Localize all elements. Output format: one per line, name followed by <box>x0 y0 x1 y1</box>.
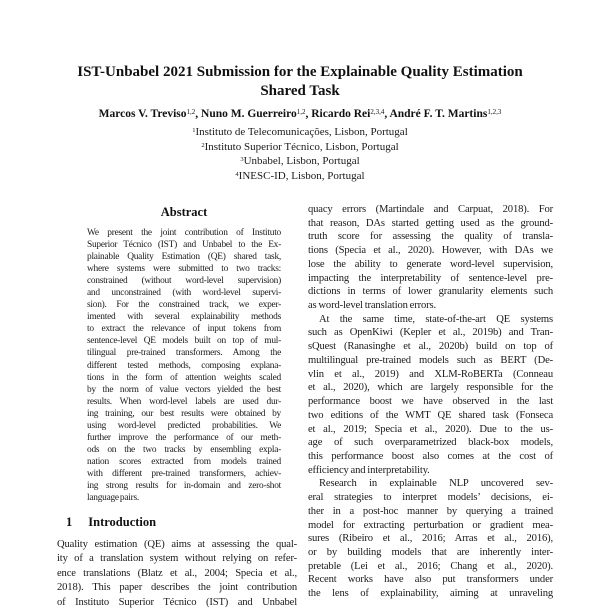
left-column <box>57 203 297 610</box>
body-line: sures (Ribeiro et al., 2016; Arras et al., 2016), <box>308 533 553 545</box>
body-line: as word-level translation errors. <box>308 300 436 312</box>
affiliation-line: $^1$Instituto de Telecomunicações, Lisbon, Portugal <box>192 126 408 138</box>
paper-title-line-2: Shared Task <box>260 82 340 99</box>
abstract-line: We present the joint contribution of Instituto <box>87 228 281 238</box>
body-line: tions (Specia et al., 2020). However, with DAs we <box>308 245 553 257</box>
introduction-line: ity of a translation system without relying on refer- <box>57 553 297 565</box>
body-line: impacting the interpretability of sentence-level pre- <box>308 272 553 284</box>
body-line: model for extracting perturbation or gradient mea- <box>308 519 553 531</box>
abstract-line: plainable Quality Estimation (QE) shared task, <box>87 252 281 263</box>
author-affiliation-superscript: 1,2 <box>296 107 306 116</box>
abstract-line: by the norm of value vectors yielded the best <box>87 384 281 395</box>
abstract-line: language pairs. <box>87 493 139 504</box>
abstract-line: imented with several explainability methods <box>87 312 281 323</box>
body-line: Recent works have also put transformers under <box>308 574 553 586</box>
abstract-line: with different pre-trained transformers, achiev- <box>87 468 281 479</box>
body-line: performance boost we have observed in the last <box>308 396 553 408</box>
author-affiliation-superscript: 1,2 <box>186 107 196 116</box>
abstract-line: tilingual pre-trained transformers. Among the <box>87 348 281 359</box>
abstract-line: and unconstrained (with word-level supervi- <box>87 288 281 299</box>
abstract-line: sentence-level QE models built on top of mul- <box>87 336 281 347</box>
author-name: Nuno M. Guerreiro$^{1,2}$ <box>201 107 306 120</box>
body-line: or by building models that are inherently inter- <box>308 546 553 558</box>
section-1-heading <box>57 515 297 530</box>
body-line: et al., 2019; Specia et al., 2020). Due to the us- <box>308 423 553 435</box>
abstract-line: constrained (without word-level supervision) <box>87 276 281 287</box>
abstract-line: Superior Técnico (IST) and Unbabel to the Ex- <box>87 240 281 251</box>
abstract-line: further improve the performance of our meth- <box>87 432 281 443</box>
abstract-body <box>87 227 281 504</box>
abstract-line: results. When word-level labels are used dur- <box>87 396 281 407</box>
author-name: Ricardo Rei$^{2,3,4}$ <box>311 107 385 120</box>
affiliation-superscript: 2 <box>201 141 205 149</box>
introduction-line: ence translations (Blatz et al., 2004; Specia et al., <box>57 567 297 579</box>
affiliation-superscript: 3 <box>240 156 244 164</box>
body-line: the lens of explainability, aiming at unraveling <box>308 588 553 600</box>
introduction-line: 2018). This paper describes the joint contribution <box>57 582 297 594</box>
body-line: two editions of the WMT QE shared task (Fonseca <box>308 409 553 421</box>
author-line: Marcos V. Treviso$^{1,2}$, Nuno M. Guerreiro$^{1,2}$, Ricardo Rei$^{2,3,4}$, André F. T. Martins$^{1,2,3}$ <box>98 107 502 120</box>
body-line: vlin et al., 2019) and XLM-RoBERTa (Conneau <box>308 368 553 380</box>
affiliation-superscript: 4 <box>235 171 239 179</box>
body-line: ther in a post-hoc manner by querying a trained <box>308 505 553 517</box>
section-number: 1 <box>66 515 73 530</box>
right-column <box>308 203 553 601</box>
author-name: André F. T. Martins$^{1,2,3}$ <box>389 107 502 120</box>
affiliations <box>0 126 600 185</box>
body-line: multilingual pre-trained models such as BERT (De- <box>308 354 553 366</box>
abstract-heading: Abstract <box>160 205 208 219</box>
body-line: pretable (Lei et al., 2016; Chang et al., 2020). <box>308 560 553 572</box>
introduction-body <box>57 538 297 610</box>
paper-title-line-1: IST-Unbabel 2021 Submission for the Explainable Quality Estimation <box>77 64 523 80</box>
body-line: Research in explainable NLP uncovered sev- <box>319 478 553 490</box>
body-line: sQuest (Ranasinghe et al., 2020b) build on top of <box>308 341 553 353</box>
abstract-line: different tested methods, composing explana- <box>87 360 281 371</box>
abstract-line: sion). For the constrained track, we exper- <box>87 300 281 311</box>
body-line: At the same time, state-of-the-art QE systems <box>319 313 553 325</box>
body-line: dictions in terms of lower granularity elements such <box>308 286 553 298</box>
body-line: that reason, DAs started getting used as the ground- <box>308 217 553 229</box>
abstract-line: ing strong results for in-domain and zero-shot <box>87 480 281 491</box>
paper-title <box>0 63 600 100</box>
abstract-line: using word-level predicted probabilities. We <box>87 420 281 431</box>
abstract-line: ing training, our best results were obtained by <box>87 408 281 419</box>
introduction-line: Quality estimation (QE) aims at assessing the qual- <box>57 539 297 551</box>
body-line: eral strategies to interpret models’ decisions, ei- <box>308 492 553 504</box>
author-affiliation-superscript: 1,2,3 <box>487 107 502 116</box>
section-title: Introduction <box>88 515 157 530</box>
body-line: such as OpenKiwi (Kepler et al., 2019b) and Tran- <box>308 327 553 339</box>
body-line: lose the ability to generate word-level supervision, <box>308 258 553 270</box>
body-line: et al., 2020), which are largely responsible for the <box>308 382 553 394</box>
author-name: Marcos V. Treviso$^{1,2}$ <box>98 107 196 120</box>
body-line: efficiency and interpretability. <box>308 464 430 476</box>
affiliation-line: $^3$Unbabel, Lisbon, Portugal <box>240 155 360 168</box>
abstract-line: ods on the two tracks by ensembling expla- <box>87 444 281 455</box>
abstract-line: to extract the relevance of input tokens from <box>87 324 281 335</box>
introduction-line: of Instituto Superior Técnico (IST) and Unbabel <box>57 596 297 608</box>
abstract-line: where systems were submitted to two tracks: <box>87 264 281 275</box>
abstract-line: nation scores extracted from models trained <box>87 456 281 467</box>
body-line: truth score for assessing the quality of transla- <box>308 231 553 243</box>
affiliation-line: $^2$Instituto Superior Técnico, Lisbon, Portugal <box>201 140 399 153</box>
body-line: quacy errors (Martindale and Carpuat, 2018). For <box>308 204 553 215</box>
abstract-line: tions in the form of attention weights scaled <box>87 372 281 383</box>
affiliation-line: $^4$INESC-ID, Lisbon, Portugal <box>235 170 365 183</box>
body-line: this performance boost also comes at the cost of <box>308 450 553 462</box>
affiliation-superscript: 1 <box>192 127 196 134</box>
body-line: age of such overparametrized black-box models, <box>308 437 553 449</box>
author-affiliation-superscript: 2,3,4 <box>370 107 385 116</box>
